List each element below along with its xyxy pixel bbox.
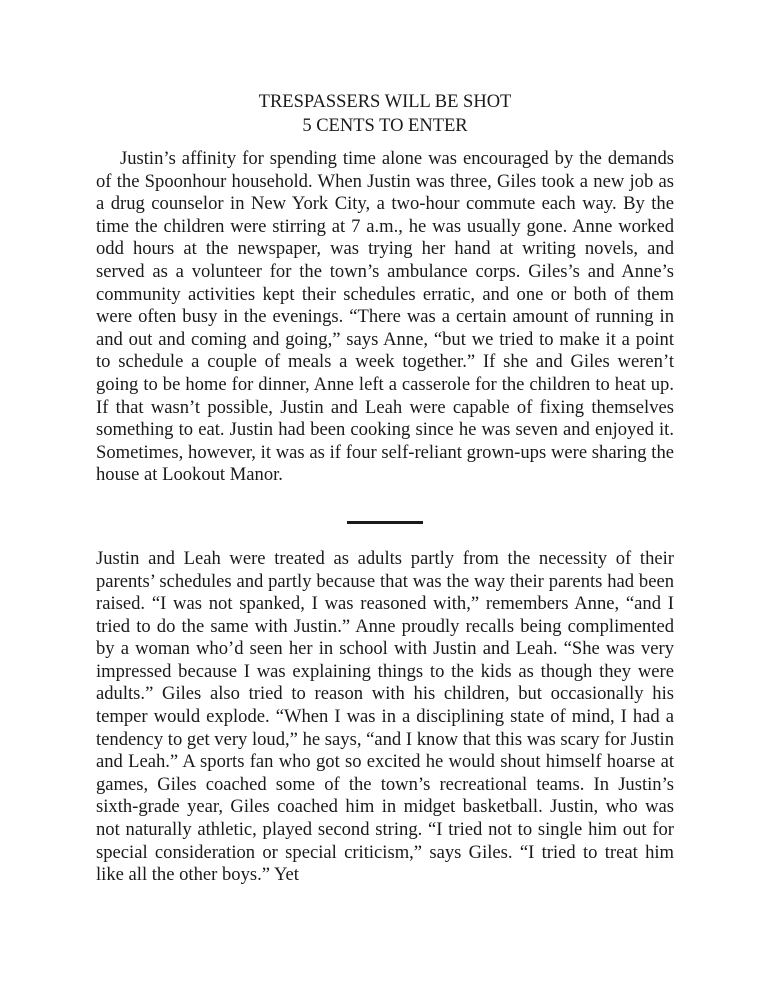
body-paragraph-1: Justin’s affinity for spending time alone was encouraged by the demands of the Spoonhour household. When Justin was three, Giles took a new job as a drug counselor in New York City, a two-hour commute each way. By the time the children were stirring at 7 a.m., he was usually gone. Anne worked odd hours at the newspaper, was trying her hand at writing novels, and served as a volunteer for the town’s ambulance corps. Giles’s and Anne’s community activities kept their schedules erratic, and one or both of them were often busy in the evenings. “There was a certain amount of running in and out and coming and going,” says Anne, “but we tried to make it a point to schedule a couple of meals a week together.” If she and Giles weren’t going to be home for dinner, Anne left a casserole for the children to heat up. If that wasn’t possible, Justin and Leah were capable of fixing themselves something to eat. Justin had been cooking since he was seven and enjoyed it. Sometimes, however, it was as if four self-reliant grown-ups were sharing the house at Lookout Manor. [96, 148, 674, 486]
heading-line-2: 5 CENTS TO ENTER [302, 116, 468, 136]
document-page [96, 90, 674, 887]
section-divider [347, 521, 423, 524]
section-heading [96, 90, 674, 138]
heading-line-1: TRESPASSERS WILL BE SHOT [258, 92, 512, 112]
body-paragraph-2: Justin and Leah were treated as adults partly from the necessity of their parents’ schedules and partly because that was the way their parents had been raised. “I was not spanked, I was reasoned with,” remembers Anne, “and I tried to do the same with Justin.” Anne proudly recalls being complimented by a woman who’d seen her in school with Justin and Leah. “She was very impressed because I was explaining things to the kids as though they were adults.” Giles also tried to reason with his children, but occasionally his temper would explode. “When I was in a disciplining state of mind, I had a tendency to get very loud,” he says, “and I know that this was scary for Justin and Leah.” A sports fan who got so excited he would shout himself hoarse at games, Giles coached some of the town’s recreational teams. In Justin’s sixth-grade year, Giles coached him in midget basketball. Justin, who was not naturally athletic, played second string. “I tried not to single him out for special consideration or special criticism,” says Giles. “I tried to treat him like all the other boys.” Yet [96, 547, 674, 886]
